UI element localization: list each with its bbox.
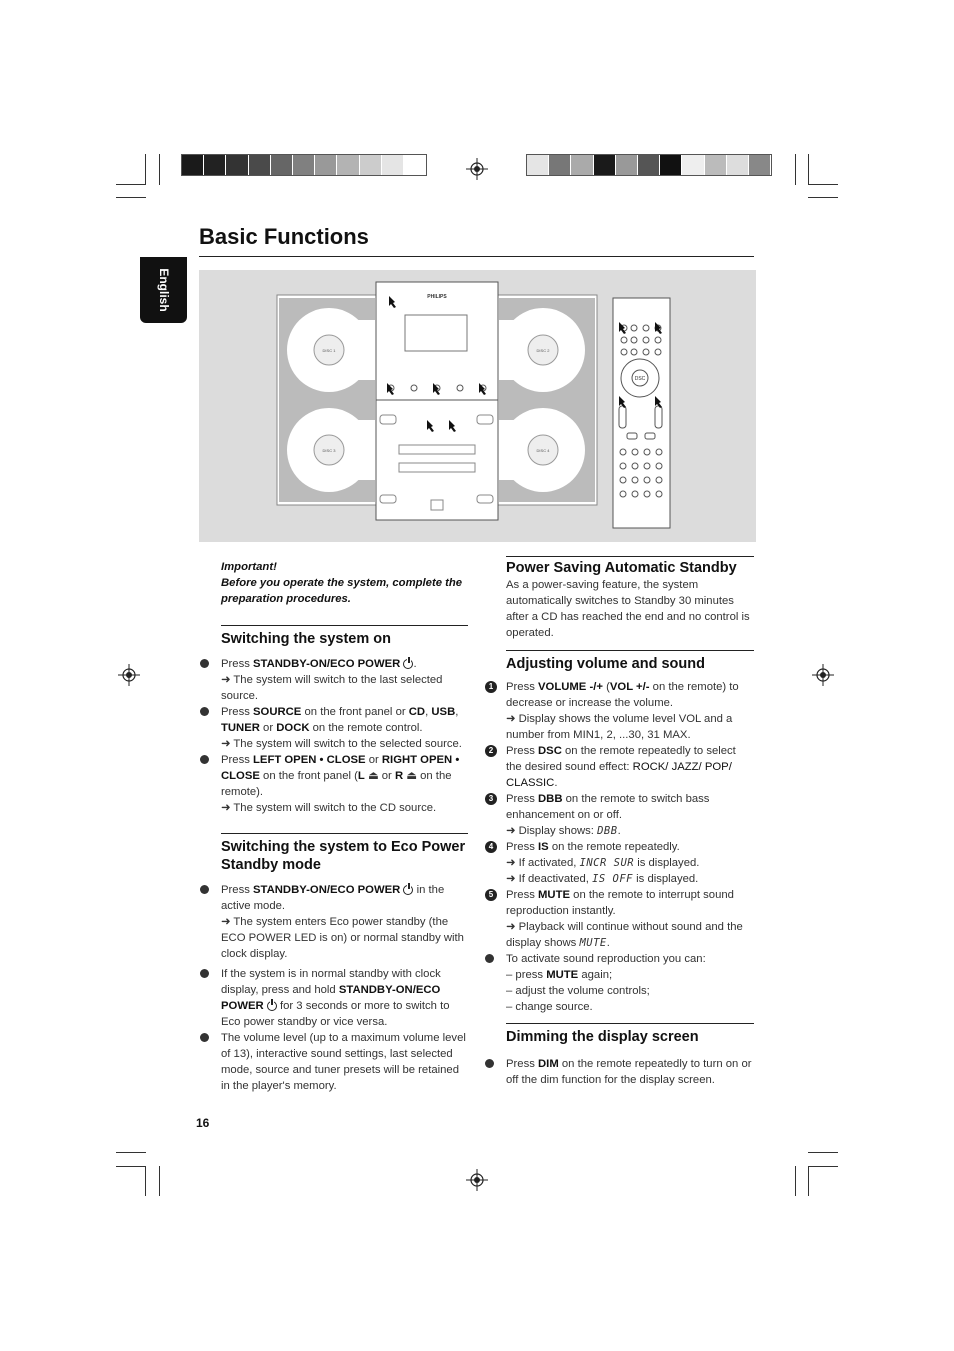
language-label: English: [156, 268, 171, 312]
remote-dsc-label: DSC: [634, 376, 646, 382]
list-item: Press DIM on the remote repeatedly to turn on or off the dim function for the display screen.: [506, 1056, 754, 1088]
crop-mark: [145, 1166, 146, 1196]
bullet-icon: [200, 1033, 209, 1042]
important-body: Before you operate the system, complete the preparation procedures.: [221, 577, 463, 605]
registration-mark-icon: [118, 664, 140, 686]
section-heading: Dimming the display screen: [506, 1029, 699, 1045]
crop-mark: [808, 197, 838, 198]
color-bar-right: [526, 154, 772, 176]
crop-mark: [808, 184, 838, 185]
disc-label: DISC 1: [322, 348, 336, 353]
section-heading: Switching the system on: [221, 631, 391, 647]
crop-mark: [808, 1152, 838, 1153]
crop-mark: [795, 154, 796, 185]
step-item: 3 Press DBB on the remote to switch bass enhancement on or off. ➜ Display shows: DBB.: [506, 791, 754, 839]
section-eco-standby: [221, 833, 468, 1094]
step-item: 5 Press MUTE on the remote to interrupt sound reproduction instantly. ➜ Playback will continue without sound and the display shows MUTE.: [506, 887, 754, 951]
crop-mark: [145, 154, 146, 185]
color-bar-left: [181, 154, 427, 176]
right-column: [488, 556, 754, 1088]
section-heading: Power Saving Automatic Standby: [506, 560, 737, 576]
step-item: 1 Press VOLUME -/+ (VOL +/- on the remote) to decrease or increase the volume. ➜ Display shows the volume level VOL and a number from MIN1, 2, ...30, 31 MAX.: [506, 679, 754, 743]
list-item: Press LEFT OPEN • CLOSE or RIGHT OPEN • CLOSE on the front panel (L ⏏ or R ⏏ on the remote). ➜ The system will switch to the CD source.: [221, 752, 468, 816]
page-number: 16: [196, 1116, 210, 1130]
crop-mark: [116, 1152, 146, 1153]
power-icon: [267, 1001, 277, 1011]
bullet-icon: [200, 659, 209, 668]
power-icon: [403, 659, 413, 669]
crop-mark: [808, 1166, 838, 1167]
bullet-icon: [200, 707, 209, 716]
section-heading: Adjusting volume and sound: [506, 656, 705, 672]
step-number: 1: [485, 681, 497, 693]
registration-mark-icon: [466, 158, 488, 180]
bullet-icon: [200, 885, 209, 894]
step-item: 2 Press DSC on the remote repeatedly to select the desired sound effect: ROCK/ JAZZ/ POP/ CLASSIC.: [506, 743, 754, 791]
language-tab: [140, 257, 187, 323]
crop-mark: [159, 1166, 160, 1196]
step-item: 4 Press IS on the remote repeatedly. ➜ If activated, INCR SUR is displayed. ➜ If deactivated, IS OFF is displayed.: [506, 839, 754, 887]
disc-label: DISC 2: [536, 348, 550, 353]
list-item: Press SOURCE on the front panel or CD, USB, TUNER or DOCK on the remote control. ➜ The system will switch to the selected source.: [221, 704, 468, 752]
crop-mark: [808, 154, 809, 185]
eject-icon: ⏏: [406, 770, 417, 782]
list-item: To activate sound reproduction you can: – press MUTE again; – adjust the volume controls; – change source.: [506, 951, 754, 1015]
bullet-icon: [200, 969, 209, 978]
left-column: [221, 559, 468, 1094]
list-item: The volume level (up to a maximum volume level of 13), interactive sound settings, last selected mode, source and tuner presets will be retained in the player's memory.: [221, 1030, 468, 1094]
bullet-icon: [200, 755, 209, 764]
crop-mark: [159, 154, 160, 185]
section-volume: [488, 650, 754, 1015]
step-number: 2: [485, 745, 497, 757]
page-title: Basic Functions: [199, 224, 369, 249]
section-switching-on: [221, 625, 468, 816]
power-icon: [403, 885, 413, 895]
bullet-icon: [485, 1059, 494, 1068]
step-number: 3: [485, 793, 497, 805]
section-dimming: [506, 1023, 754, 1088]
product-illustration: [199, 270, 756, 542]
eject-icon: ⏏: [367, 770, 379, 782]
step-number: 4: [485, 841, 497, 853]
step-number: 5: [485, 889, 497, 901]
important-title: Important!: [221, 561, 277, 573]
crop-mark: [116, 197, 146, 198]
list-item: If the system is in normal standby with clock display, press and hold STANDBY-ON/ECO POWER for 3 seconds or more to switch to Eco power standby or vice versa.: [221, 966, 468, 1030]
registration-mark-icon: [466, 1169, 488, 1191]
list-item: Press STANDBY-ON/ECO POWER . ➜ The system will switch to the last selected source.: [221, 656, 468, 704]
crop-mark: [116, 1166, 146, 1167]
disc-label: DISC 3: [322, 448, 336, 453]
paragraph: As a power-saving feature, the system automatically switches to Standby 30 minutes after a CD has reached the end and no control is operated.: [506, 579, 750, 639]
section-heading: Switching the system to Eco Power Standby mode: [221, 839, 466, 873]
section-power-saving: [506, 556, 754, 641]
bullet-icon: [485, 954, 494, 963]
title-rule: [199, 256, 754, 257]
registration-mark-icon: [812, 664, 834, 686]
disc-label: DISC 4: [536, 448, 550, 453]
crop-mark: [116, 184, 146, 185]
brand-label: PHILIPS: [427, 294, 447, 300]
crop-mark: [795, 1166, 796, 1196]
crop-mark: [808, 1166, 809, 1196]
list-item: Press STANDBY-ON/ECO POWER in the active mode. ➜ The system enters Eco power standby (the ECO POWER LED is on) or normal standby with clock display.: [221, 882, 468, 962]
